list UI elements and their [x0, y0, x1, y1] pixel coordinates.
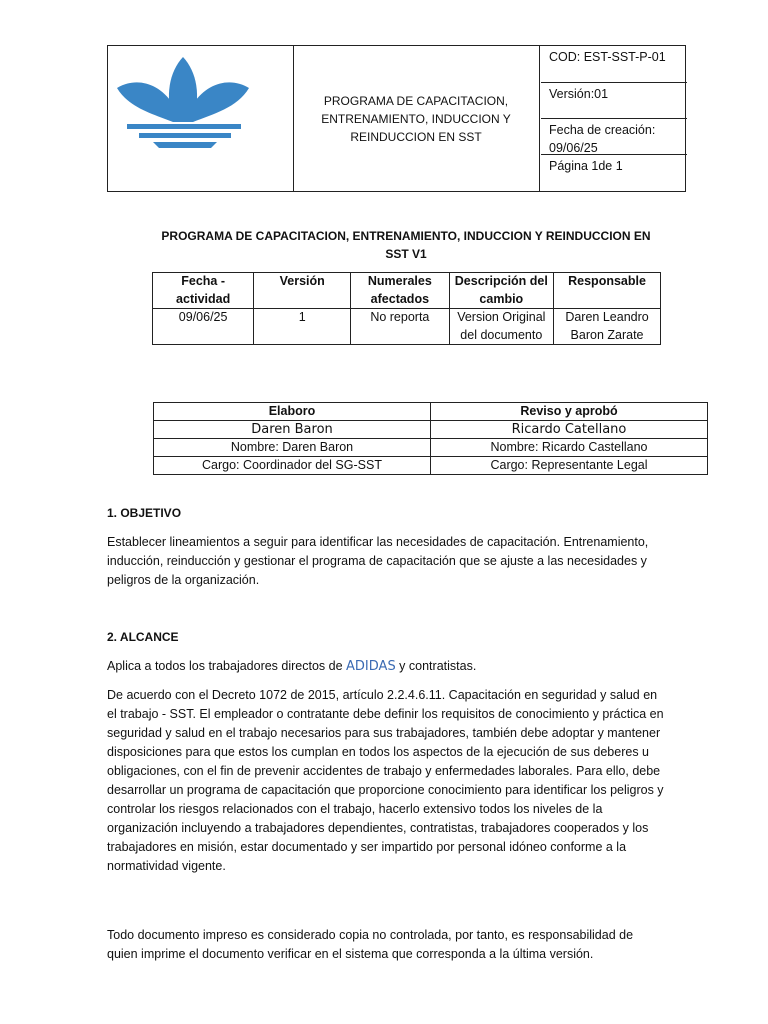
cell-fecha: 09/06/25	[153, 309, 254, 345]
alcance-text-start: Aplica a todos los trabajadores directos de	[107, 659, 347, 673]
document-header	[107, 45, 686, 192]
objetivo-paragraph: Establecer lineamientos a seguir para identificar las necesidades de capacitación. Entrenamiento, inducción, reinducción y gestionar el programa de capacitación que se ajuste a las necesidades y peligros de la organización.	[107, 535, 649, 587]
cell-version: 1	[254, 309, 351, 345]
approval-table	[153, 402, 708, 475]
name-row	[154, 439, 708, 457]
document-code: COD: EST-SST-P-01	[549, 50, 666, 64]
col-header-version: Versión	[254, 273, 351, 309]
table-row	[153, 309, 661, 345]
approval-header-row	[154, 403, 708, 421]
col-header-responsable: Responsable	[554, 273, 661, 309]
elaboro-position: Cargo: Coordinador del SG-SST	[154, 457, 431, 475]
elaboro-signature: Daren Baron	[154, 421, 431, 439]
cell-numerales: No reporta	[351, 309, 449, 345]
position-row	[154, 457, 708, 475]
cell-responsable: Daren Leandro Baron Zarate	[554, 309, 661, 345]
reviso-header: Reviso y aprobó	[431, 403, 708, 421]
alcance-heading: 2. ALCANCE	[107, 630, 179, 644]
creation-date-value: 09/06/25	[549, 141, 598, 155]
decreto-paragraph: De acuerdo con el Decreto 1072 de 2015, artículo 2.2.4.6.11. Capacitación en seguridad y salud en el trabajo - SST. El empleador o contratante debe definir los requisitos de conocimiento y práctica en seguridad y salud en el trabajo necesarios para sus trabajadores, también debe adoptar y mantener disposiciones para que estos los cumplan en todos los aspectos de la ejecución de sus deberes u obligaciones, con el fin de prevenir accidentes de trabajo y enfermedades laborales. Para ello, debe desarrollar un programa de capacitación que proporcione conocimiento para identificar los peligros y controlar los riesgos relacionados con el trabajo, hacerlo extensivo todos los niveles de la organización incluyendo a trabajadores dependientes, contratistas, trabajadores cooperados y los trabajadores en misión, estar documentado y ser impartido por personal idóneo conforme a la normatividad vigente.	[107, 688, 664, 873]
col-header-descripcion: Descripción del cambio	[449, 273, 554, 309]
signature-row	[154, 421, 708, 439]
objetivo-heading: 1. OBJETIVO	[107, 506, 182, 520]
alcance-text-end: y contratistas.	[395, 659, 477, 673]
elaboro-header: Elaboro	[154, 403, 431, 421]
table-header-row	[153, 273, 661, 309]
elaboro-name: Nombre: Daren Baron	[154, 439, 431, 457]
page-number: Página 1de 1	[541, 154, 687, 191]
logo-cell	[108, 46, 294, 191]
brand-name: ADIDAS	[346, 659, 396, 674]
version-control-table	[152, 272, 661, 345]
cell-descripcion: Version Original del documento	[449, 309, 554, 345]
reviso-signature: Ricardo Catellano	[431, 421, 708, 439]
creation-date-label: Fecha de creación:	[549, 123, 656, 137]
col-header-numerales: Numerales afectados	[351, 273, 449, 309]
col-header-fecha: Fecha - actividad	[153, 273, 254, 309]
company-logo	[113, 52, 253, 152]
creation-date-cell	[541, 118, 687, 154]
reviso-position: Cargo: Representante Legal	[431, 457, 708, 475]
program-heading: PROGRAMA DE CAPACITACION, ENTRENAMIENTO, INDUCCION Y REINDUCCION EN SST V1	[161, 229, 651, 261]
reviso-name: Nombre: Ricardo Castellano	[431, 439, 708, 457]
alcance-paragraph	[107, 657, 667, 676]
document-title: PROGRAMA DE CAPACITACION, ENTRENAMIENTO, INDUCCION Y REINDUCCION EN SST	[293, 46, 540, 191]
document-version: Versión:01	[541, 82, 687, 118]
footer-note: Todo documento impreso es considerado copia no controlada, por tanto, es responsabilidad de quien imprime el documento verificar en el sistema que corresponda a la última versión.	[107, 928, 634, 961]
